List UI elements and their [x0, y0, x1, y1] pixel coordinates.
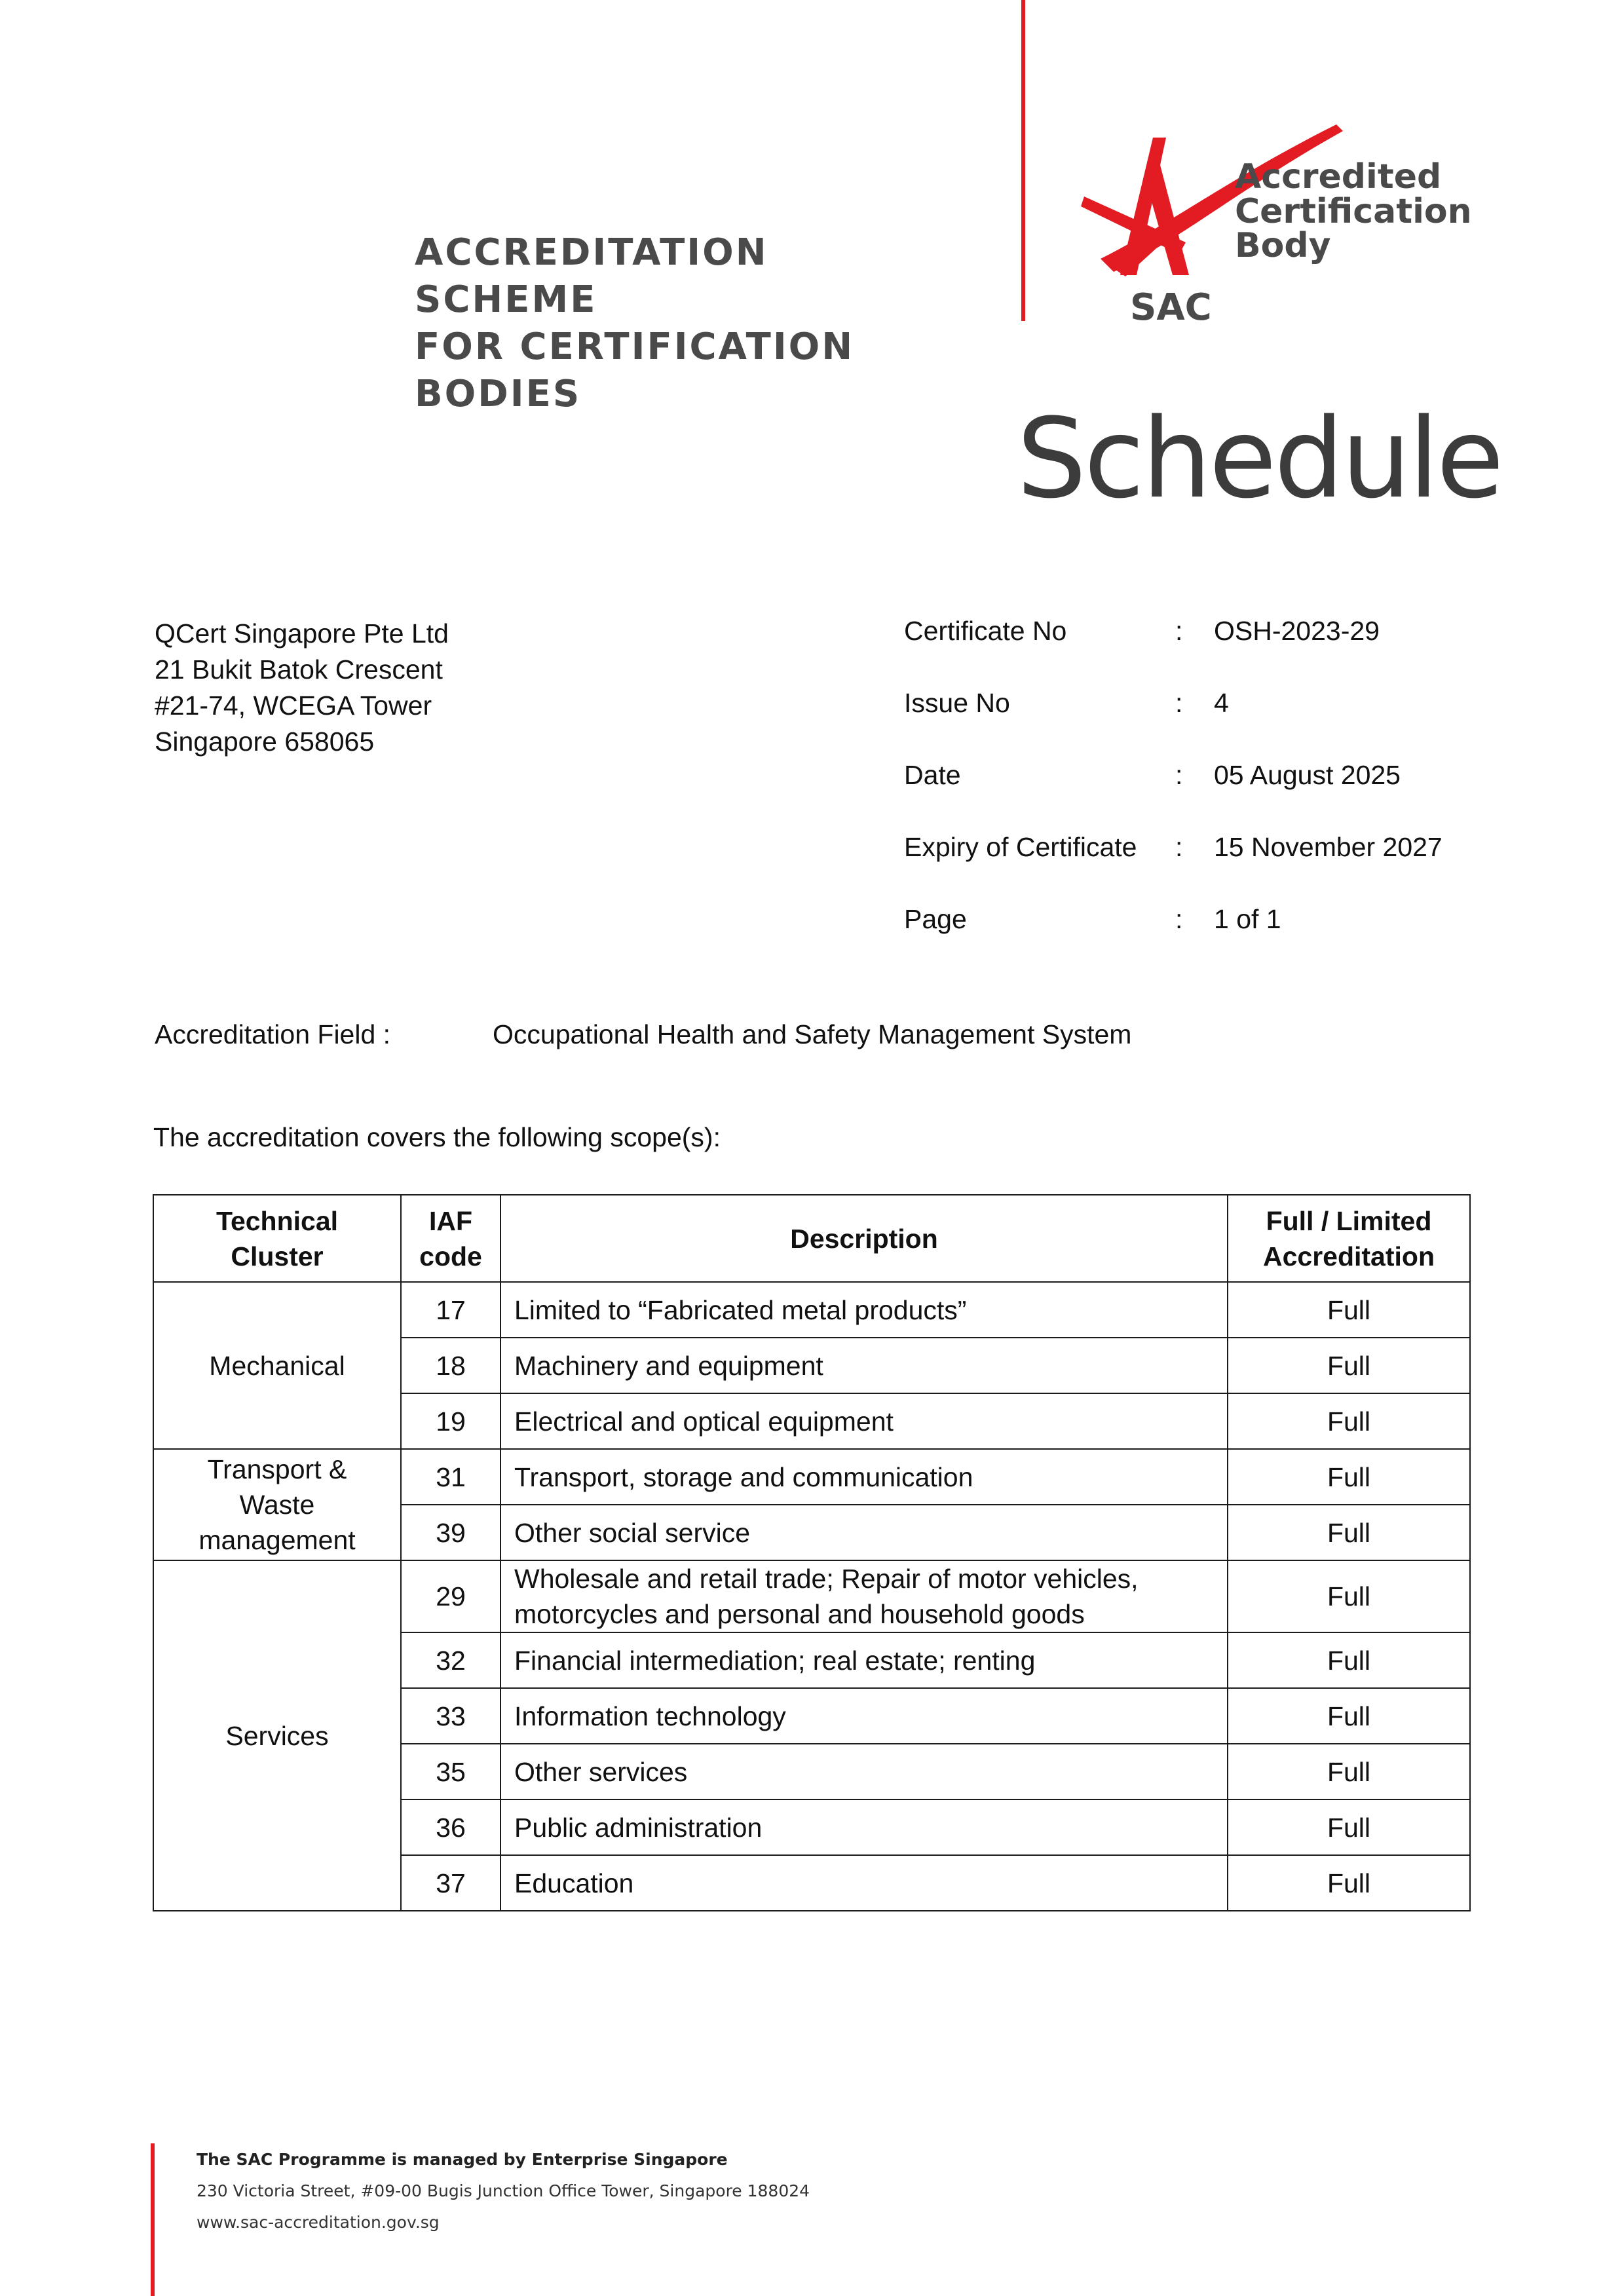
header-technical-cluster: [153, 1195, 401, 1282]
description: Limited to “Fabricated metal products”: [500, 1282, 1228, 1338]
expiry-label: Expiry of Certificate: [904, 832, 1137, 862]
footer-managed-by: The SAC Programme is managed by Enterprise Singapore: [197, 2150, 728, 2169]
accreditation-type: Full: [1228, 1505, 1470, 1560]
address-line-3: Singapore 658065: [155, 726, 375, 757]
iaf-code: 39: [401, 1505, 500, 1560]
header-description: Description: [500, 1195, 1228, 1282]
accreditation-type: Full: [1228, 1282, 1470, 1338]
header-accreditation-line1: Full / Limited: [1266, 1205, 1432, 1236]
accreditation-type: Full: [1228, 1744, 1470, 1799]
colon: :: [1175, 904, 1183, 934]
cluster-transport-line1: Transport &: [207, 1454, 347, 1484]
header-code-line1: IAF: [428, 1205, 473, 1236]
description: Other services: [500, 1744, 1228, 1799]
iaf-code: 17: [401, 1282, 500, 1338]
footer-website-link[interactable]: www.sac-accreditation.gov.sg: [197, 2213, 440, 2232]
iaf-code: 31: [401, 1449, 500, 1505]
document-title: Schedule: [1017, 394, 1501, 523]
header-accreditation: [1228, 1195, 1470, 1282]
iaf-code: 18: [401, 1338, 500, 1393]
scope-table: [153, 1194, 1471, 1911]
accreditation-field-value: Occupational Health and Safety Management System: [493, 1019, 1132, 1049]
header-accreditation-line2: Accreditation: [1263, 1241, 1435, 1271]
footer-address: 230 Victoria Street, #09-00 Bugis Junction Office Tower, Singapore 188024: [197, 2181, 810, 2200]
certificate-number-row: [904, 616, 1585, 688]
colon: :: [1175, 616, 1183, 646]
date-row: [904, 760, 1585, 832]
logo-text-accredited: Accredited: [1235, 157, 1442, 197]
header-code-line2: code: [419, 1241, 482, 1271]
organization-name: QCert Singapore Pte Ltd: [155, 618, 449, 649]
iaf-code: 35: [401, 1744, 500, 1799]
colon: :: [1175, 760, 1183, 790]
description: Machinery and equipment: [500, 1338, 1228, 1393]
accreditation-type: Full: [1228, 1449, 1470, 1505]
colon: :: [1175, 688, 1183, 718]
header-cluster-line1: Technical: [216, 1205, 339, 1236]
cluster-transport-waste: [153, 1449, 401, 1560]
expiry-value: 15 November 2027: [1214, 832, 1443, 862]
date-label: Date: [904, 760, 961, 790]
iaf-code: 29: [401, 1560, 500, 1632]
accreditation-type: Full: [1228, 1393, 1470, 1449]
footer-accent-bar: [151, 2143, 155, 2296]
description-line2: motorcycles and personal and household goods: [514, 1599, 1085, 1629]
table-row: [153, 1282, 1470, 1338]
accreditation-type: Full: [1228, 1632, 1470, 1688]
description: Other social service: [500, 1505, 1228, 1560]
description: Transport, storage and communication: [500, 1449, 1228, 1505]
date-value: 05 August 2025: [1214, 760, 1401, 790]
accreditation-type: Full: [1228, 1688, 1470, 1744]
issue-number-row: [904, 688, 1585, 760]
issue-number-value: 4: [1214, 688, 1229, 718]
description: Information technology: [500, 1688, 1228, 1744]
organization-address: [155, 616, 449, 760]
certificate-number-label: Certificate No: [904, 616, 1067, 646]
colon: :: [1175, 832, 1183, 862]
iaf-code: 33: [401, 1688, 500, 1744]
cluster-transport-line2: Waste: [239, 1490, 315, 1520]
logo-text-sac: SAC: [1130, 286, 1212, 329]
footer: [197, 2144, 810, 2238]
iaf-code: 19: [401, 1393, 500, 1449]
accreditation-type: Full: [1228, 1855, 1470, 1911]
description: Education: [500, 1855, 1228, 1911]
scheme-title-line1: ACCREDITATION SCHEME: [415, 231, 768, 321]
description-line1: Wholesale and retail trade; Repair of motor vehicles,: [514, 1564, 1139, 1594]
logo-text-body: Body: [1235, 226, 1331, 265]
table-row: [153, 1449, 1470, 1505]
certificate-number-value: OSH-2023-29: [1214, 616, 1380, 646]
sac-logo: [1074, 111, 1474, 334]
table-row: [153, 1560, 1470, 1632]
expiry-row: [904, 832, 1585, 904]
accreditation-type: Full: [1228, 1338, 1470, 1393]
cluster-transport-line3: management: [198, 1525, 356, 1555]
scope-intro: The accreditation covers the following scope(s):: [153, 1122, 721, 1152]
address-line-2: #21-74, WCEGA Tower: [155, 690, 432, 721]
page-label: Page: [904, 904, 967, 934]
description: Electrical and optical equipment: [500, 1393, 1228, 1449]
header-iaf-code: [401, 1195, 500, 1282]
accreditation-type: Full: [1228, 1799, 1470, 1855]
page-row: [904, 904, 1585, 976]
scheme-title-line2: FOR CERTIFICATION BODIES: [415, 326, 855, 415]
accreditation-field-label: Accreditation Field :: [155, 1019, 391, 1049]
iaf-code: 32: [401, 1632, 500, 1688]
description: [500, 1560, 1228, 1632]
accreditation-type: Full: [1228, 1560, 1470, 1632]
cluster-mechanical: Mechanical: [153, 1282, 401, 1449]
page-value: 1 of 1: [1214, 904, 1281, 934]
address-line-1: 21 Bukit Batok Crescent: [155, 654, 443, 685]
scheme-title: [415, 229, 965, 418]
description: Public administration: [500, 1799, 1228, 1855]
certificate-info: [904, 616, 1585, 976]
iaf-code: 36: [401, 1799, 500, 1855]
header-cluster-line2: Cluster: [231, 1241, 324, 1271]
iaf-code: 37: [401, 1855, 500, 1911]
description: Financial intermediation; real estate; renting: [500, 1632, 1228, 1688]
table-header-row: [153, 1195, 1470, 1282]
cluster-services: Services: [153, 1560, 401, 1911]
logo-text-certification: Certification: [1235, 192, 1472, 231]
issue-number-label: Issue No: [904, 688, 1010, 718]
header-divider: [1021, 0, 1025, 321]
